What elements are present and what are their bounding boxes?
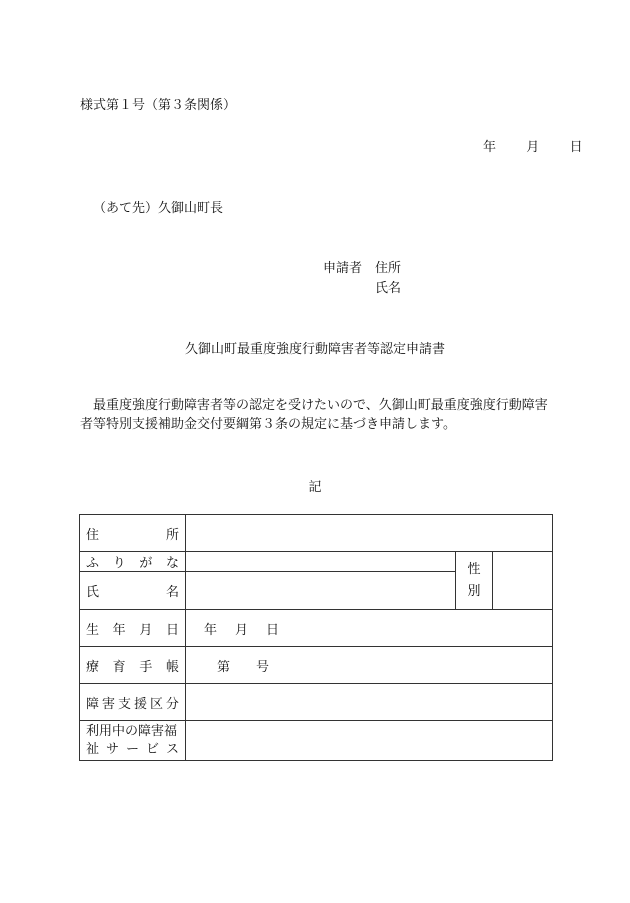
furigana-value-cell[interactable] xyxy=(186,552,456,572)
handbook-dai: 第 xyxy=(217,659,231,675)
name-label-char: 氏 xyxy=(86,585,100,600)
handbook-row xyxy=(80,647,553,684)
birthdate-day: 日 xyxy=(266,622,280,638)
name-label-char: 名 xyxy=(165,585,179,600)
body-paragraph xyxy=(80,396,560,434)
furigana-row xyxy=(80,552,553,572)
sex-label-cell xyxy=(456,552,493,610)
handbook-go: 号 xyxy=(256,659,270,675)
sex-value-cell[interactable] xyxy=(493,552,553,610)
furigana-label-char: な xyxy=(165,556,179,571)
applicant-name-label: 氏名 xyxy=(375,281,402,296)
address-row xyxy=(80,515,553,552)
sex-label-char: 性 xyxy=(467,561,481,577)
furigana-label-cell xyxy=(80,552,186,572)
birthdate-value-cell[interactable] xyxy=(186,610,553,647)
services-label-char: ビ xyxy=(145,741,159,757)
form-number: 様式第１号（第３条関係） xyxy=(80,98,237,113)
address-label-cell xyxy=(80,515,186,552)
services-row xyxy=(80,721,553,761)
handbook-label-cell xyxy=(80,647,186,684)
name-label-cell xyxy=(80,572,186,610)
date-line xyxy=(483,136,583,155)
furigana-label-char: が xyxy=(139,556,153,571)
birthdate-year: 年 xyxy=(204,622,218,638)
birthdate-label-char: 年 xyxy=(112,622,126,638)
services-label-line2 xyxy=(86,741,179,759)
handbook-label-char: 療 xyxy=(86,659,100,675)
services-label-char: ス xyxy=(165,741,179,757)
support-category-label-char: 害 xyxy=(101,696,115,712)
address-label-char: 所 xyxy=(165,527,179,543)
application-table xyxy=(79,514,553,761)
furigana-label-char: ふ xyxy=(86,556,100,571)
date-day-label: 日 xyxy=(569,140,583,155)
handbook-label-char: 育 xyxy=(112,659,126,675)
handbook-value-cell[interactable] xyxy=(186,647,553,684)
services-label-char: 祉 xyxy=(86,741,100,757)
birthdate-month: 月 xyxy=(235,622,249,638)
date-month-label: 月 xyxy=(526,140,540,155)
support-category-label-char: 分 xyxy=(165,696,179,712)
services-label-line1: 利用中の障害福 xyxy=(86,723,178,739)
ki-heading: 記 xyxy=(308,480,322,495)
name-value-cell[interactable] xyxy=(186,572,456,610)
support-category-label-char: 支 xyxy=(117,696,131,712)
services-label-char: サ xyxy=(105,741,119,757)
birthdate-label-char: 月 xyxy=(139,622,153,638)
birthdate-label-char: 生 xyxy=(86,622,100,638)
support-category-row xyxy=(80,684,553,721)
support-category-label-cell xyxy=(80,684,186,721)
date-year-label: 年 xyxy=(483,140,497,155)
furigana-label-char: り xyxy=(112,556,126,571)
address-value-cell[interactable] xyxy=(186,515,553,552)
birthdate-row xyxy=(80,610,553,647)
birthdate-label-cell xyxy=(80,610,186,647)
handbook-label-char: 手 xyxy=(139,659,153,675)
support-category-label-char: 区 xyxy=(149,696,163,712)
services-label-cell xyxy=(80,721,186,761)
addressee: （あて先）久御山町長 xyxy=(93,201,224,216)
document-title: 久御山町最重度強度行動障害者等認定申請書 xyxy=(184,342,445,357)
birthdate-label-char: 日 xyxy=(165,622,179,638)
applicant-label: 申請者 xyxy=(323,261,363,276)
services-value-cell[interactable] xyxy=(186,721,553,761)
support-category-value-cell[interactable] xyxy=(186,684,553,721)
applicant-address-label: 住所 xyxy=(375,261,402,276)
support-category-label-char: 援 xyxy=(133,696,147,712)
body-text: 最重度強度行動障害者等の認定を受けたいので、久御山町最重度強度行動障害者等特別支援補助金交付要綱第３条の規定に基づき申請します。 xyxy=(80,398,548,432)
address-label-char: 住 xyxy=(86,527,100,543)
support-category-label-char: 障 xyxy=(86,696,100,712)
sex-label-char: 別 xyxy=(467,583,481,599)
handbook-label-char: 帳 xyxy=(165,659,179,675)
services-label-char: ー xyxy=(125,741,139,757)
